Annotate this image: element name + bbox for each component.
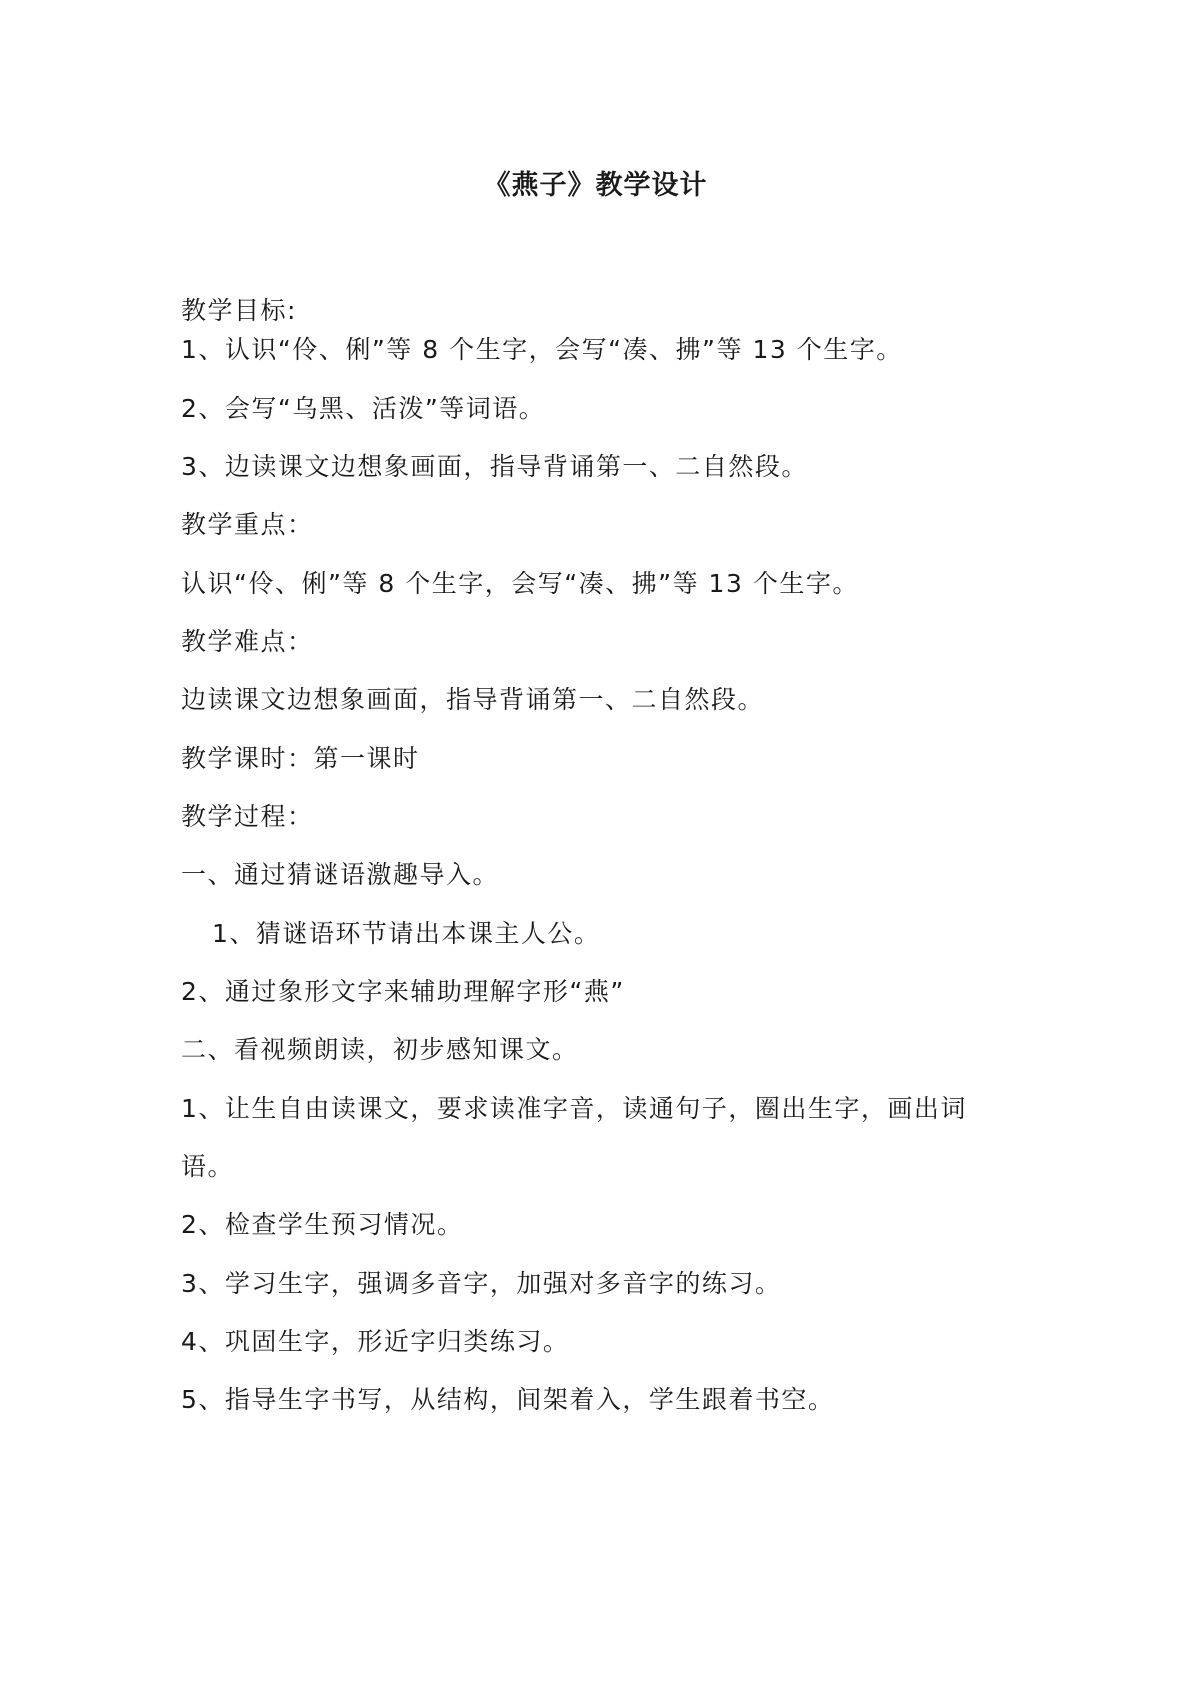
heading-key-points: 教学重点： xyxy=(181,510,314,539)
process-step-2-item-2: 2、检查学生预习情况。 xyxy=(181,1210,464,1239)
heading-difficulties: 教学难点： xyxy=(181,627,314,656)
process-step-2-item-3: 3、学习生字，强调多音字，加强对多音字的练习。 xyxy=(181,1269,782,1298)
difficulties-text: 边读课文边想象画面，指导背诵第一、二自然段。 xyxy=(181,685,765,714)
process-step-1-item-1: 1、猜谜语环节请出本课主人公。 xyxy=(212,919,601,948)
heading-process: 教学过程： xyxy=(181,802,314,831)
heading-teaching-objectives: 教学目标: xyxy=(181,296,297,325)
process-step-2-item-5: 5、指导生字书写，从结构，间架着入，学生跟着书空。 xyxy=(181,1385,835,1414)
objective-3: 3、边读课文边想象画面，指导背诵第一、二自然段。 xyxy=(181,452,808,481)
process-step-2-item-1: 1、让生自由读课文，要求读准字音，读通句子，圈出生字，画出词 xyxy=(181,1094,967,1123)
process-step-1-item-2: 2、通过象形文字来辅助理解字形“燕” xyxy=(181,977,625,1006)
process-step-2: 二、看视频朗读，初步感知课文。 xyxy=(181,1035,579,1064)
objective-2: 2、会写“乌黑、活泼”等词语。 xyxy=(181,394,546,423)
process-step-1: 一、通过猜谜语激趣导入。 xyxy=(181,860,500,889)
class-hours: 教学课时：第一课时 xyxy=(181,744,420,773)
process-step-2-item-4: 4、巩固生字，形近字归类练习。 xyxy=(181,1327,570,1356)
document-title: 《燕子》教学设计 xyxy=(483,170,708,201)
key-points-text: 认识“伶、俐”等 8 个生字，会写“凑、拂”等 13 个生字。 xyxy=(181,569,859,598)
objective-1: 1、认识“伶、俐”等 8 个生字，会写“凑、拂”等 13 个生字。 xyxy=(181,335,903,364)
process-step-2-item-1-cont: 语。 xyxy=(181,1152,235,1181)
